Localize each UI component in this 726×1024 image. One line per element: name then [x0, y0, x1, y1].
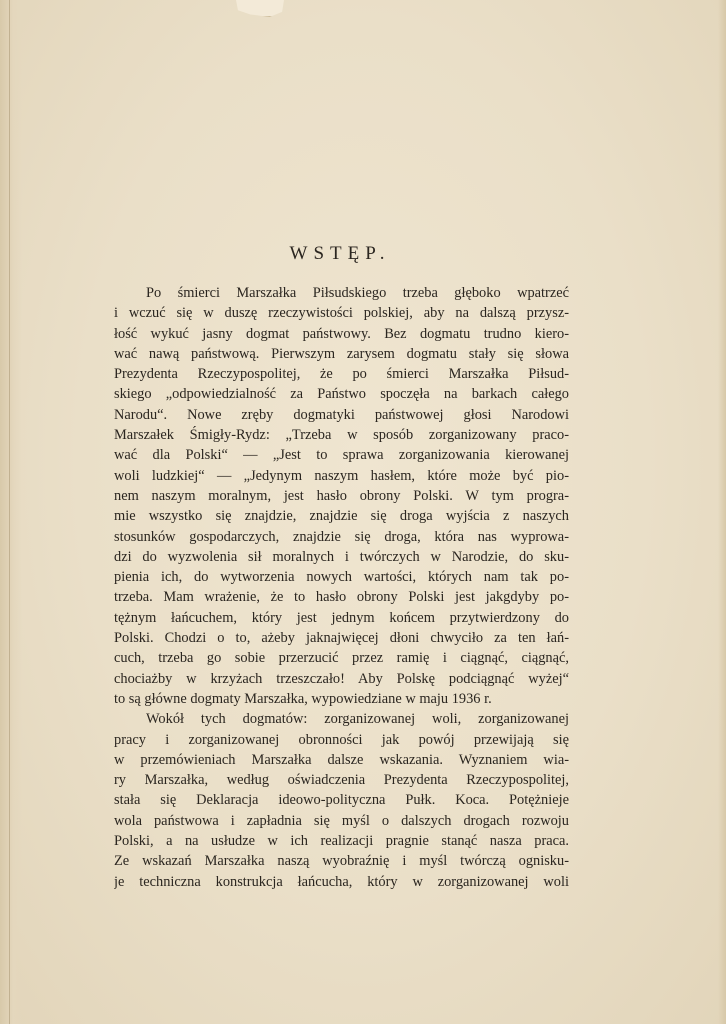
text-line: nem naszym moralnym, jest hasło obrony Polski. W tym progra-	[114, 487, 569, 504]
text-line: trzeba. Mam wrażenie, że to hasło obrony Polski jest jakgdyby po-	[114, 589, 569, 606]
text-line: to są główne dogmaty Marszałka, wypowiedziane w maju 1936 r.	[114, 690, 492, 707]
text-line: Narodu“. Nowe zręby dogmatyki państwowej głosi Narodowi	[114, 406, 569, 423]
body-text	[114, 283, 569, 892]
text-line: wać nawą państwową. Pierwszym zarysem dogmatu stały się słowa	[114, 345, 569, 362]
page-title: WSTĘP.	[289, 243, 391, 264]
text-line: cuch, trzeba go sobie przerzucić przez ramię i ciągnąć, ciągnąć,	[114, 650, 569, 667]
text-line: pracy i zorganizowanej obronności jak powój przewijają się	[114, 731, 569, 748]
text-line: ry Marszałka, według oświadczenia Prezydenta Rzeczypospolitej,	[114, 772, 569, 789]
text-line: i wczuć się w duszę rzeczywistości polskiej, aby na dalszą przysz-	[114, 305, 569, 322]
text-line: Wokół tych dogmatów: zorganizowanej woli, zorganizowanej	[146, 711, 569, 728]
text-line: je techniczna konstrukcja łańcucha, który w zorganizowanej woli	[114, 873, 569, 890]
text-line: Po śmierci Marszałka Piłsudskiego trzeba głęboko wpatrzeć	[146, 285, 569, 301]
text-line: łość wykuć jasny dogmat państwowy. Bez dogmatu trudno kiero-	[114, 325, 569, 342]
text-line: dzi do wyzwolenia sił moralnych i twórczych w Narodzie, do sku-	[114, 548, 569, 565]
text-line: skiego „odpowiedzialność za Państwo spoczęła na barkach całego	[114, 386, 569, 403]
text-line: tężnym łańcuchem, który jest jednym końcem przytwierdzony do	[114, 609, 569, 626]
paper-tear	[236, 0, 284, 17]
text-line: chociażby w krzyżach trzeszczało! Aby Polskę podciągnąć wyżej“	[114, 670, 569, 687]
page-spine-shadow	[0, 0, 22, 1024]
text-line: Marszałek Śmigły-Rydz: „Trzeba w sposób zorganizowany praco-	[114, 427, 569, 444]
page-fold-line	[9, 0, 10, 1024]
text-line: stała się Deklaracja ideowo-polityczna Pułk. Koca. Potężnieje	[114, 792, 569, 809]
text-line: stosunków gospodarczych, znajdzie się droga, która nas wyprowa-	[114, 528, 569, 545]
text-line: Prezydenta Rzeczypospolitej, że po śmierci Marszałka Piłsud-	[114, 366, 569, 383]
text-line: Polski, a na usłudze w ich realizacji pragnie stanąć nasza praca.	[114, 833, 569, 850]
text-line: wola państwowa i zapładnia się myśl o dalszych drogach rozwoju	[114, 812, 569, 829]
text-line: wać dla Polski“ — „Jest to sprawa zorganizowania kierowanej	[114, 447, 569, 464]
text-line: Polski. Chodzi o to, ażeby jaknajwięcej dłoni chwyciło za ten łań-	[114, 630, 569, 647]
text-line: Ze wskazań Marszałka naszą wyobraźnię i myśl twórczą ognisku-	[114, 853, 569, 870]
text-line: woli ludzkiej“ — „Jedynym naszym hasłem, które może być pio-	[114, 467, 569, 484]
text-line: mie wszystko się znajdzie, znajdzie się droga wyjścia z naszych	[114, 508, 569, 525]
text-line: pienia ich, do wytworzenia nowych wartości, których nam tak po-	[114, 569, 569, 586]
text-line: w przemówieniach Marszałka dalsze wskazania. Wyznaniem wia-	[114, 751, 569, 768]
page-right-edge	[718, 0, 726, 1024]
